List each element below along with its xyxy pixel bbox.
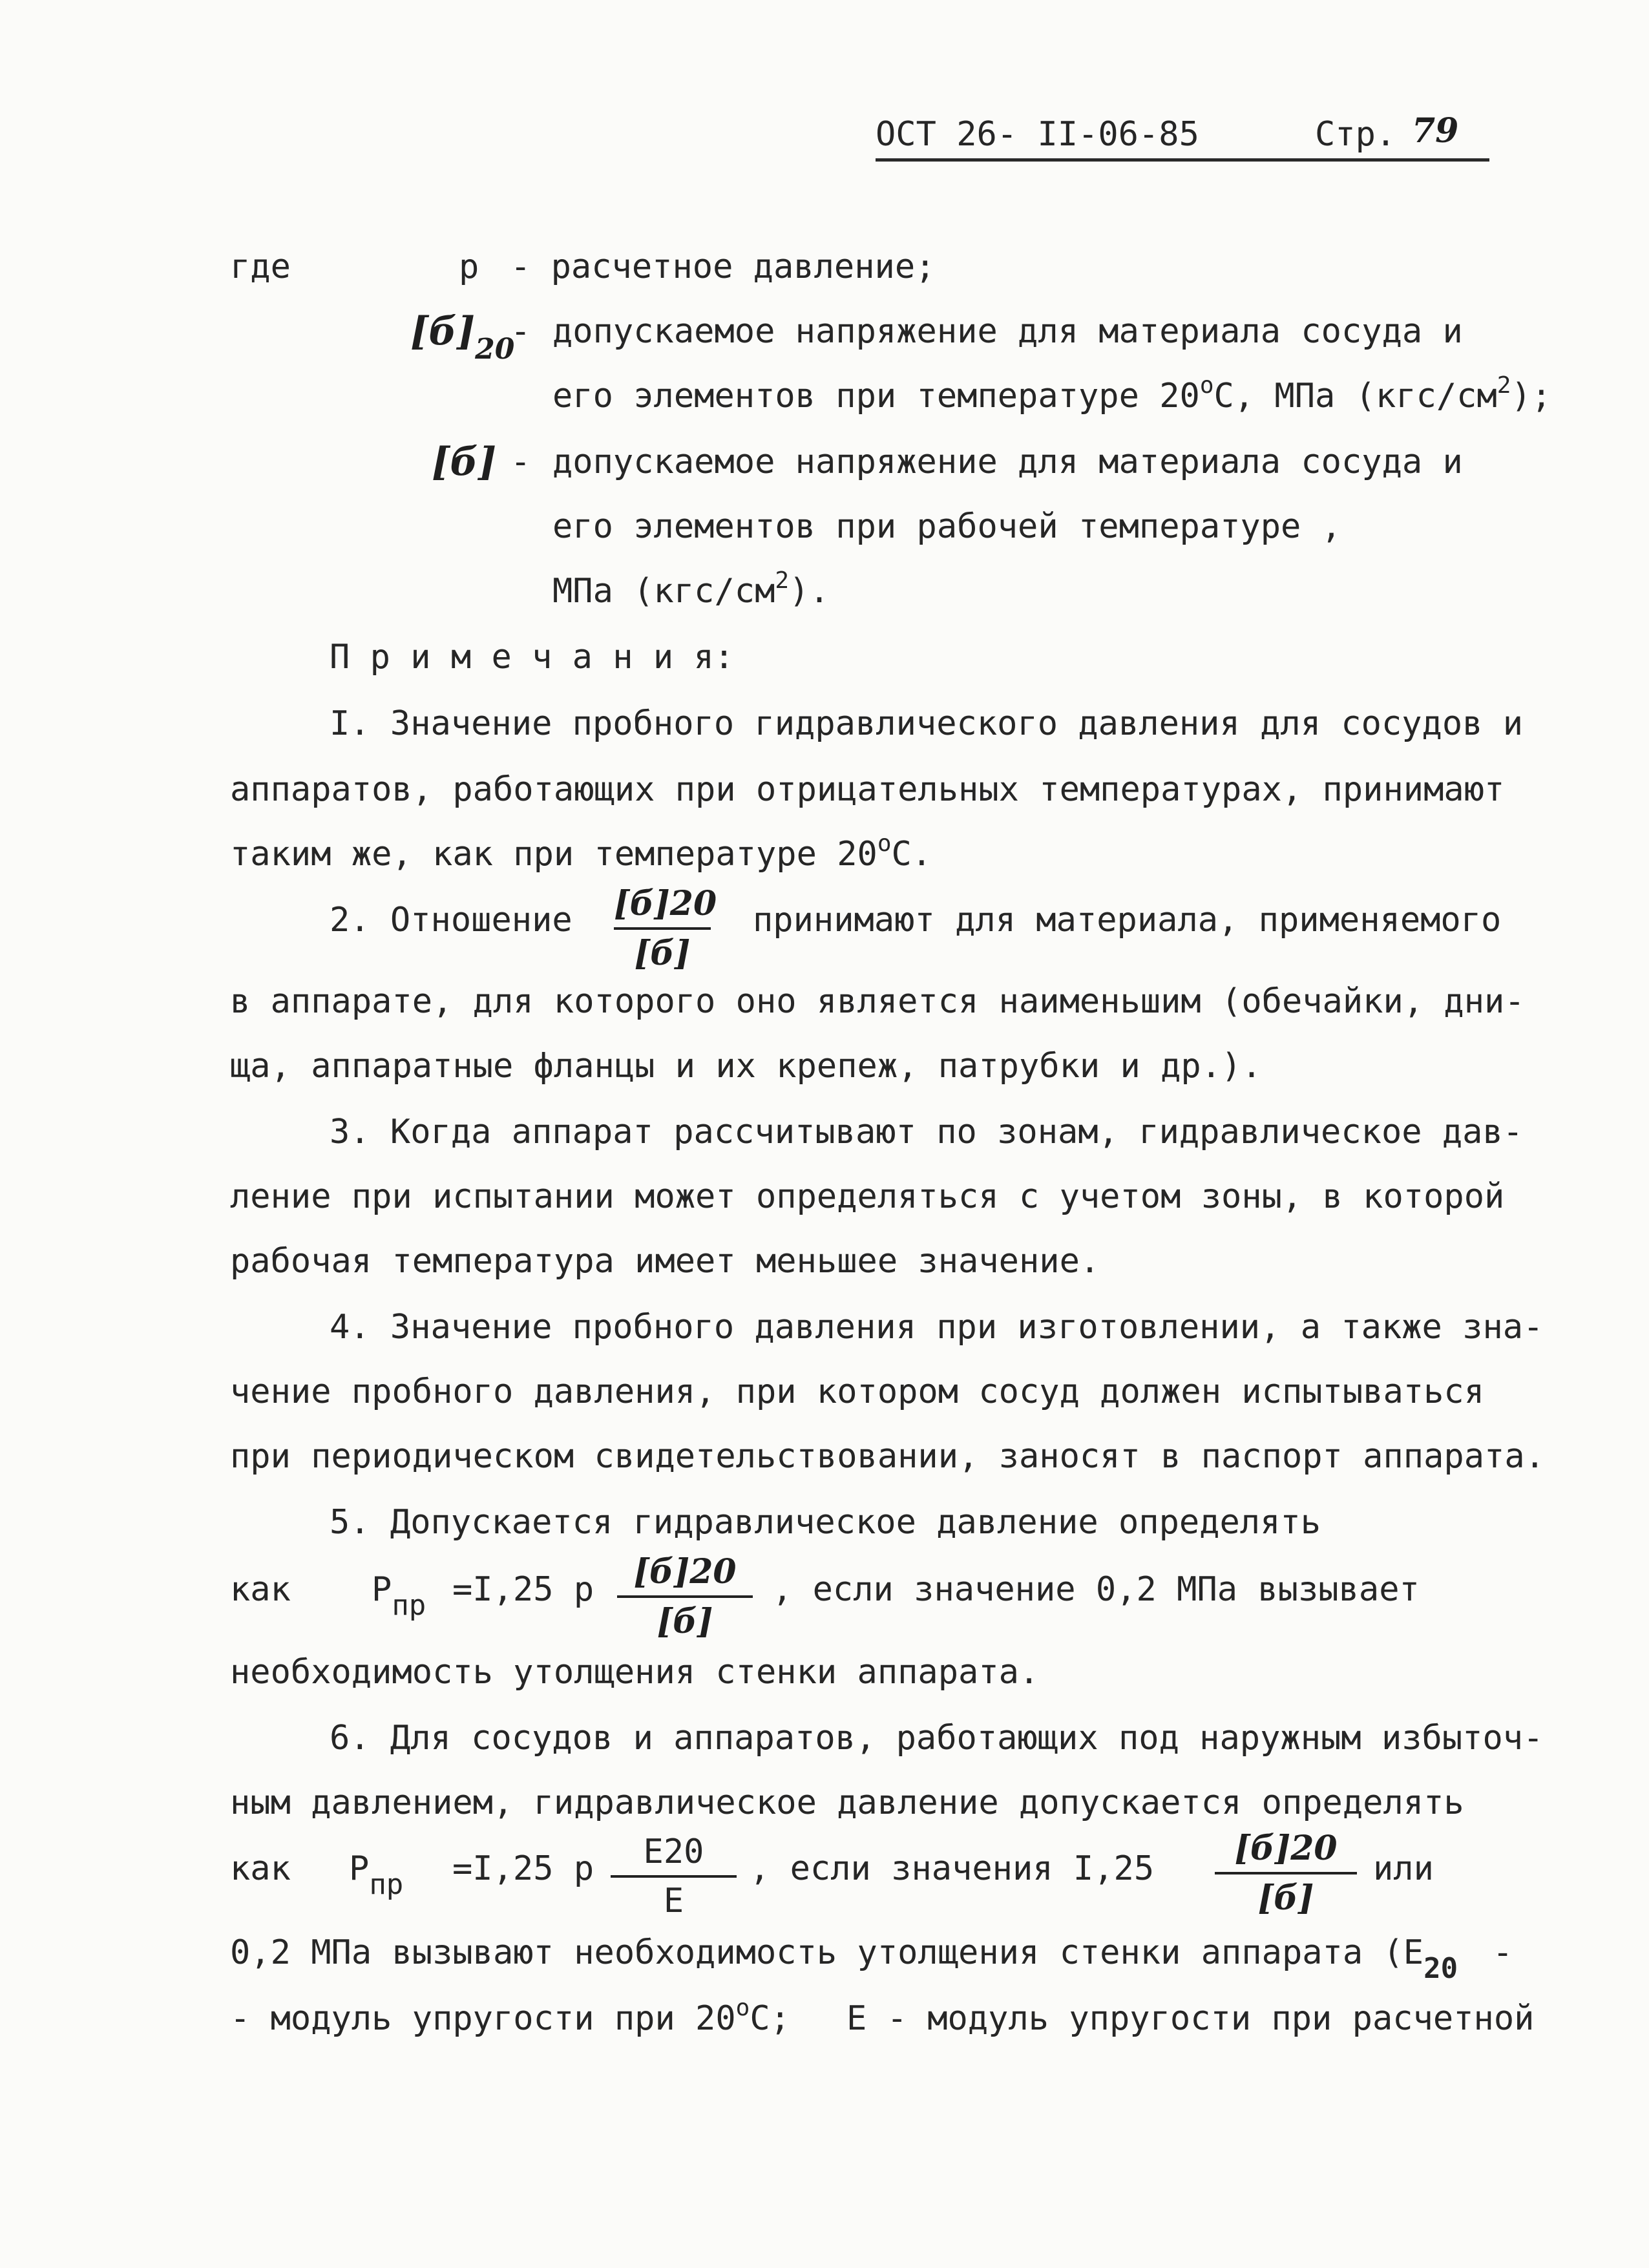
legend-sigma20-symbol: $[б]_{20}$ xyxy=(410,309,515,366)
note3-line2: ление при испытании может определяться с учетом зоны, в которой xyxy=(230,1177,1505,1216)
note6-equation: =I,25 р xyxy=(452,1849,594,1888)
note6-fraction-stress-denominator: [б] xyxy=(1257,1878,1314,1918)
legend-sigma20-line2: его элементов при температуре $20^оС$, МПа $(кгс/см^2)$; xyxy=(552,372,1552,415)
note2-line1-rest: принимают для материала, применяемого xyxy=(753,901,1502,940)
note6-line2: ным давлением, гидравлическое давление допускается определять xyxy=(230,1783,1464,1822)
legend-where: где xyxy=(230,247,291,286)
note5-fraction xyxy=(617,1552,753,1641)
note2-lead: 2. Отношение xyxy=(330,901,572,940)
note2-fraction-denominator: [б] xyxy=(634,934,691,973)
page-number: 79 xyxy=(1412,111,1459,151)
note5-fraction-bar xyxy=(617,1595,753,1598)
legend-p-text: - расчетное давление; xyxy=(510,247,936,286)
note6-pressure-symbol: $Р_{пр}$ xyxy=(349,1849,404,1901)
note6-line1: 6. Для сосудов и аппаратов, работающих под наружным избыточ- xyxy=(330,1719,1544,1758)
note4-line2: чение пробного давления, при котором сосуд должен испытываться xyxy=(230,1372,1485,1411)
note6-fraction-modulus-bar xyxy=(611,1875,737,1878)
legend-sigma-line3: МПа $(кгс/см^2)$. xyxy=(552,567,830,611)
note6-line4: 0,2 МПа вызывают необходимость утолщения стенки аппарата ($Е_{20}$ xyxy=(230,1933,1458,1985)
header-rule xyxy=(876,158,1489,162)
note6-ili: или xyxy=(1373,1849,1434,1888)
note6-line5-left: - модуль упругости при $20^оС$; xyxy=(230,1995,790,2038)
note5-pressure-symbol: $Р_{пр}$ xyxy=(372,1570,426,1622)
notes-title: П р и м е ч а н и я: xyxy=(330,638,735,677)
note1-line1: I. Значение пробного гидравлического давления для сосудов и xyxy=(330,704,1524,743)
note4-line3: при периодическом свидетельствовании, заносят в паспорт аппарата. xyxy=(230,1437,1545,1476)
note6-mid-text: , если значения I,25 xyxy=(750,1849,1155,1888)
note3-line3: рабочая температура имеет меньшее значение. xyxy=(230,1242,1100,1281)
note2-line2: в аппарате, для которого оно является наименьшим (обечайки, дни- xyxy=(230,982,1525,1021)
note6-line4-dash: - xyxy=(1493,1933,1513,1972)
note6-fraction-modulus-numerator: Е20 xyxy=(643,1832,704,1871)
note4-line1: 4. Значение пробного давления при изготовлении, а также зна- xyxy=(330,1308,1544,1347)
note5-equation: =I,25 р xyxy=(452,1570,594,1609)
note6-line5-right: Е - модуль упругости при расчетной xyxy=(846,1999,1535,2038)
note5-line1: 5. Допускается гидравлическое давление определять xyxy=(330,1503,1321,1542)
legend-sigma20-line1: допускаемое напряжение для материала сосуда и xyxy=(552,312,1463,351)
note5-fraction-denominator: [б] xyxy=(656,1602,713,1641)
note1-line3: таким же, как при температуре $20^оС$. xyxy=(230,830,932,874)
legend-p-symbol: р xyxy=(459,247,479,286)
legend-sigma-line2: его элементов при рабочей температуре , xyxy=(552,507,1341,546)
note5-line3: необходимость утолщения стенки аппарата. xyxy=(230,1653,1040,1692)
note5-line2-rest: , если значение 0,2 МПа вызывает xyxy=(772,1570,1420,1609)
note2-fraction xyxy=(614,884,717,973)
note5-kak: как xyxy=(230,1570,291,1609)
legend-sigma20-dash: - xyxy=(510,312,531,351)
note6-fraction-stress-bar xyxy=(1215,1872,1357,1874)
note1-line2: аппаратов, работающих при отрицательных температурах, принимают xyxy=(230,770,1505,809)
document-number: ОСТ 26- II-06-85 xyxy=(876,115,1199,154)
note6-fraction-modulus-denominator: Е xyxy=(663,1882,684,1920)
page-label: Стр. xyxy=(1315,115,1396,154)
legend-sigma-dash: - xyxy=(510,443,531,481)
note2-line3: ща, аппаратные фланцы и их крепеж, патрубки и др.). xyxy=(230,1047,1262,1086)
note2-fraction-numerator: [б]20 xyxy=(614,884,717,923)
note6-fraction-stress xyxy=(1215,1829,1357,1918)
note5-fraction-numerator: [б]20 xyxy=(633,1552,737,1591)
note3-line1: 3. Когда аппарат рассчитывают по зонам, гидравлическое дав- xyxy=(330,1113,1524,1151)
legend-sigma-symbol: [б] xyxy=(432,439,497,485)
note6-fraction-modulus xyxy=(611,1832,737,1920)
note2-fraction-bar xyxy=(614,927,711,930)
legend-sigma-line1: допускаемое напряжение для материала сосуда и xyxy=(552,443,1463,481)
note6-fraction-stress-numerator: [б]20 xyxy=(1234,1829,1338,1868)
note6-kak: как xyxy=(230,1849,291,1888)
